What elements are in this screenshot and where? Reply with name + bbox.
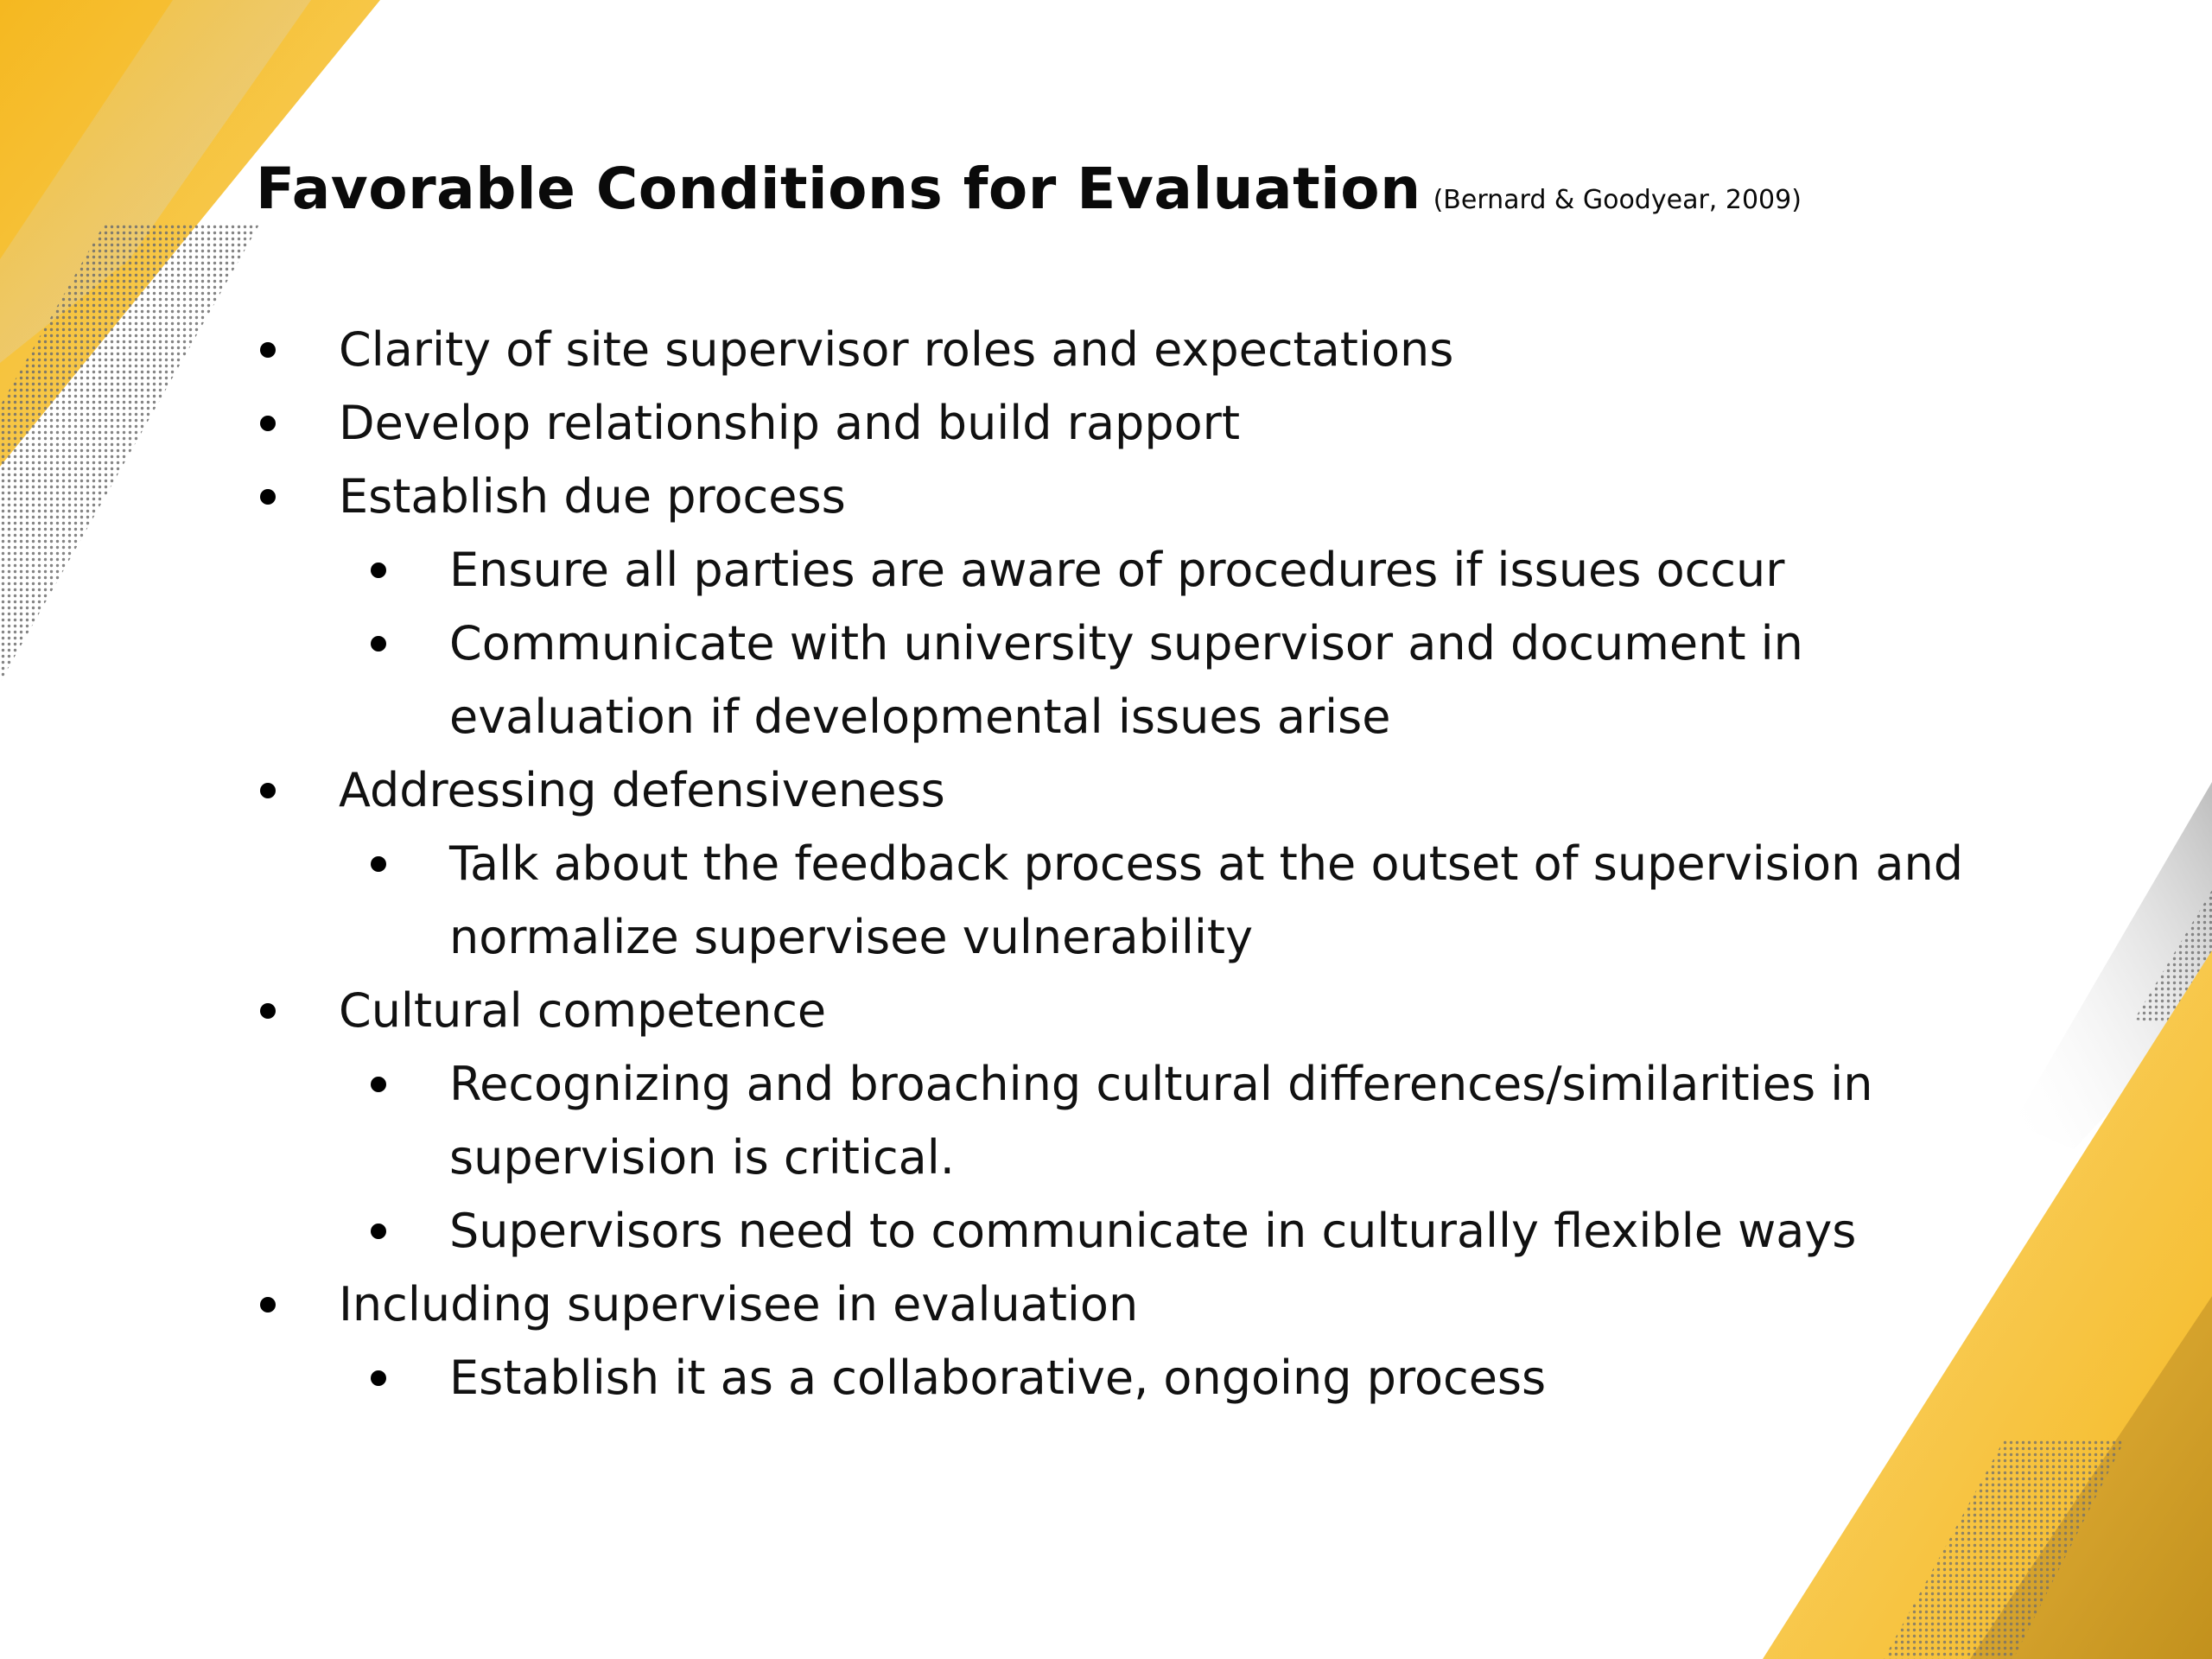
bullet-dot-icon bbox=[371, 563, 386, 578]
sub-bullet-item bbox=[366, 827, 1984, 974]
bullet-dot-icon bbox=[260, 342, 276, 358]
bullet-dot-icon bbox=[371, 1224, 386, 1239]
bullet-item bbox=[256, 753, 1984, 827]
sub-bullet-item bbox=[366, 533, 1984, 607]
bullet-dot-icon bbox=[371, 856, 386, 872]
bullet-text: Clarity of site supervisor roles and expectations bbox=[339, 322, 1454, 377]
bullet-text: Cultural competence bbox=[339, 983, 827, 1038]
bullet-item bbox=[256, 1268, 1984, 1341]
bullet-text: Communicate with university supervisor and document in evaluation if developmental issues arise bbox=[449, 616, 1803, 744]
sub-bullet-item bbox=[366, 607, 1984, 753]
bullet-dot-icon bbox=[260, 489, 276, 505]
bullet-text: Addressing defensiveness bbox=[339, 763, 945, 817]
title-citation: (Bernard & Goodyear, 2009) bbox=[1433, 185, 1802, 215]
slide-title: Favorable Conditions for Evaluation bbox=[256, 156, 1421, 222]
bullet-item bbox=[256, 313, 1984, 386]
bullet-dot-icon bbox=[371, 1370, 386, 1386]
bullet-dot-icon bbox=[371, 636, 386, 652]
bullet-text: Establish due process bbox=[339, 469, 846, 524]
bullet-text: Supervisors need to communicate in culturally flexible ways bbox=[449, 1204, 1857, 1258]
bullet-text: Recognizing and broaching cultural differences/similarities in supervision is critical. bbox=[449, 1057, 1873, 1185]
bullet-item bbox=[256, 460, 1984, 533]
bullet-item bbox=[256, 974, 1984, 1047]
bullet-text: Develop relationship and build rapport bbox=[339, 396, 1241, 450]
bullet-text: Talk about the feedback process at the outset of supervision and normalize supervisee vulnerability bbox=[449, 836, 1963, 964]
bullet-dot-icon bbox=[260, 1297, 276, 1313]
sub-bullet-item bbox=[366, 1194, 1984, 1268]
sub-bullet-item bbox=[366, 1341, 1984, 1414]
bullet-dot-icon bbox=[260, 1003, 276, 1019]
bullet-list bbox=[256, 313, 1984, 1414]
bullet-text: Establish it as a collaborative, ongoing process bbox=[449, 1351, 1547, 1405]
bullet-dot-icon bbox=[260, 783, 276, 798]
bullet-dot-icon bbox=[371, 1077, 386, 1092]
bullet-item bbox=[256, 386, 1984, 460]
title-block bbox=[256, 156, 1802, 222]
bullet-dot-icon bbox=[260, 416, 276, 431]
sub-bullet-item bbox=[366, 1047, 1984, 1194]
bullet-text: Ensure all parties are aware of procedures if issues occur bbox=[449, 543, 1785, 597]
bullet-text: Including supervisee in evaluation bbox=[339, 1277, 1139, 1332]
